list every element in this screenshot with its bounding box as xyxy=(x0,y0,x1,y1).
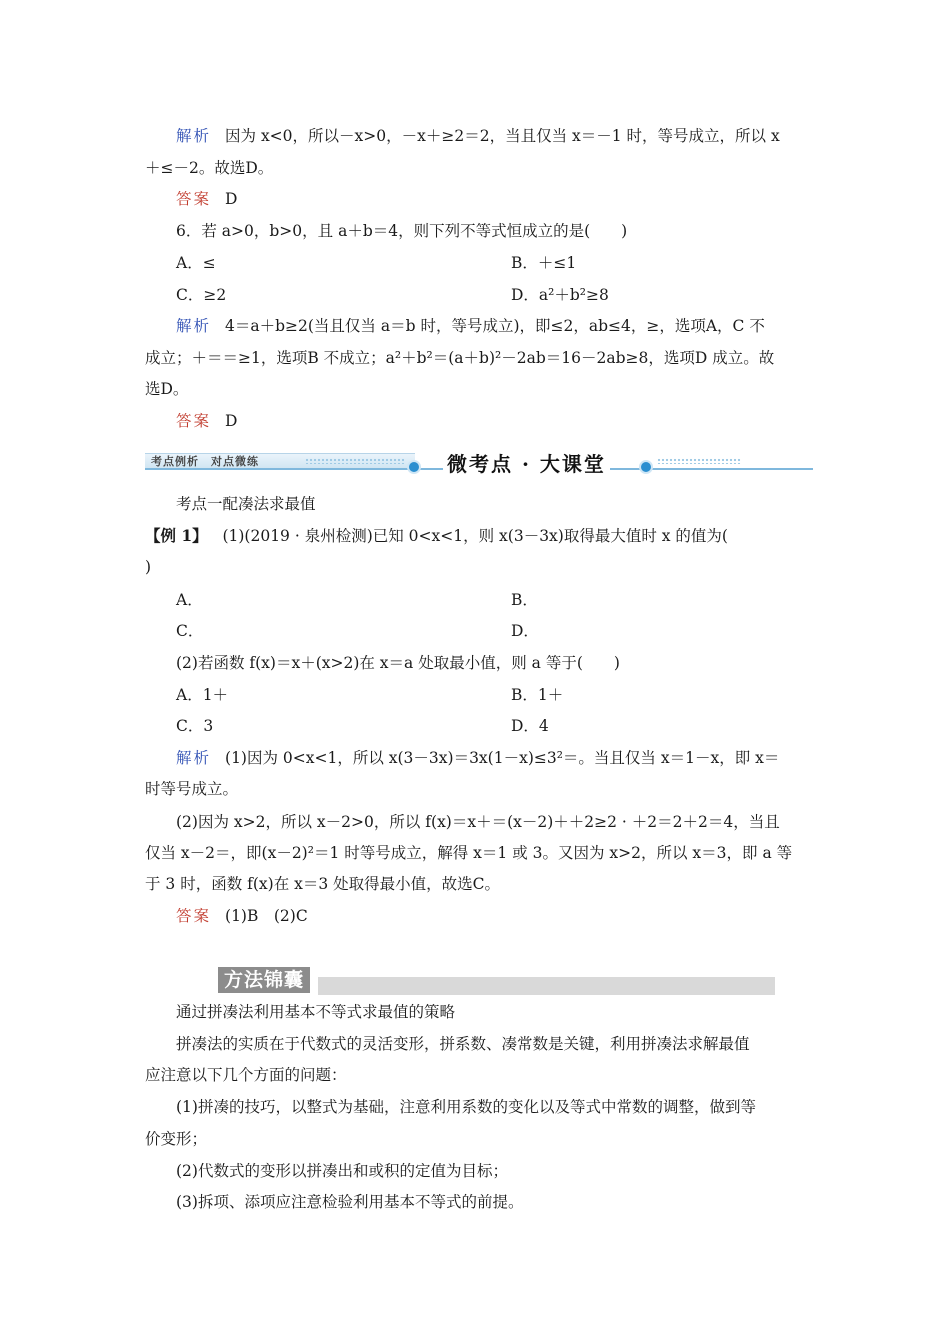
solution-line xyxy=(176,126,780,146)
option-a: A．1＋ xyxy=(176,686,229,704)
jiexi-label: 解析 xyxy=(176,127,212,145)
answer-value: D xyxy=(225,190,238,208)
answer-value: (1)B (2)C xyxy=(225,907,308,925)
option-d: D． xyxy=(511,622,539,640)
method-line: 拼凑法的实质在于代数式的灵活变形，拼系数、凑常数是关键，利用拼凑法求解最值 xyxy=(176,1035,750,1053)
jiexi-label: 解析 xyxy=(176,317,212,335)
option-a: A．≤ xyxy=(176,254,216,272)
answer-value: D xyxy=(225,412,238,430)
option-c: C． xyxy=(176,622,204,640)
method-banner xyxy=(218,967,775,995)
question-6: 6．若 a>0，b>0，且 a＋b＝4，则下列不等式恒成立的是( ) xyxy=(176,222,628,240)
option-d: D．4 xyxy=(511,717,549,735)
method-line: 价变形； xyxy=(145,1130,208,1148)
answer-line xyxy=(176,906,308,926)
banner-title: 微考点 · 大课堂 xyxy=(443,450,610,478)
answer-line xyxy=(176,189,237,209)
option-c: C．3 xyxy=(176,717,214,735)
topic-heading: 考点一配凑法求最值 xyxy=(176,495,316,513)
example-line: ) xyxy=(145,558,152,576)
method-line: (2)代数式的变形以拼凑出和或积的定值为目标； xyxy=(176,1162,508,1180)
solution-line: (2)因为 x>2，所以 x－2>0，所以 f(x)＝x＋＝(x－2)＋＋2≥2 · ＋2＝2＋2＝4，当且 xyxy=(176,813,780,831)
method-banner-label: 方法锦囊 xyxy=(218,967,310,993)
solution-line xyxy=(176,748,779,768)
solution-line: 选D。 xyxy=(145,380,189,398)
method-banner-bar xyxy=(318,977,775,995)
method-title: 通过拼凑法利用基本不等式求最值的策略 xyxy=(176,1003,456,1021)
solution-line: 时等号成立。 xyxy=(145,780,239,798)
option-a: A． xyxy=(176,591,203,609)
solution-line: ＋≤－2。故选D。 xyxy=(145,159,274,177)
banner-ball-icon xyxy=(407,460,421,474)
method-line: (3)拆项、添项应注意检验利用基本不等式的前提。 xyxy=(176,1193,524,1211)
option-b: B． xyxy=(511,591,538,609)
example-line xyxy=(145,526,728,546)
daan-label: 答案 xyxy=(176,412,212,430)
option-d: D．a²＋b²≥8 xyxy=(511,286,609,304)
solution-line: 于 3 时，函数 f(x)在 x＝3 处取得最小值，故选C。 xyxy=(145,875,501,893)
answer-line xyxy=(176,411,237,431)
option-c: C．≥2 xyxy=(176,286,227,304)
example-line: (2)若函数 f(x)＝x＋(x>2)在 x＝a 处取最小值，则 a 等于( ) xyxy=(176,654,620,672)
solution-text: 4＝a＋b≥2(当且仅当 a＝b 时，等号成立)，即≤2，ab≤4，≥，选项A，C 不 xyxy=(225,317,765,335)
option-b: B．＋≤1 xyxy=(511,254,577,272)
banner-ball-icon xyxy=(639,460,653,474)
solution-text: 因为 x<0，所以－x>0，－x＋≥2＝2，当且仅当 x＝－1 时，等号成立，所以 x xyxy=(225,127,780,145)
daan-label: 答案 xyxy=(176,907,212,925)
section-banner xyxy=(145,448,813,482)
solution-line: 仅当 x－2＝，即(x－2)²＝1 时等号成立，解得 x＝1 或 3。又因为 x>2，所以 x＝3，即 a 等 xyxy=(145,844,793,862)
method-line: (1)拼凑的技巧，以整式为基础，注意利用系数的变化以及等式中常数的调整，做到等 xyxy=(176,1098,756,1116)
daan-label: 答案 xyxy=(176,190,212,208)
banner-dots xyxy=(305,458,405,464)
banner-dots xyxy=(657,458,741,464)
banner-left-text: 考点例析 对点微练 xyxy=(151,455,259,468)
solution-line: 成立；＋＝＝≥1，选项B 不成立；a²＋b²＝(a＋b)²－2ab＝16－2ab≥8，选项D 成立。故 xyxy=(145,349,775,367)
example-text: (1)(2019 · 泉州检测)已知 0<x<1，则 x(3－3x)取得最大值时 x 的值为( xyxy=(222,527,728,545)
jiexi-label: 解析 xyxy=(176,749,212,767)
example-label: 【例 1】 xyxy=(145,526,208,545)
method-line: 应注意以下几个方面的问题： xyxy=(145,1066,347,1084)
solution-line xyxy=(176,316,765,336)
solution-text: (1)因为 0<x<1，所以 x(3－3x)＝3x(1－x)≤3²＝。当且仅当 x＝1－x，即 x＝ xyxy=(225,749,780,767)
option-b: B．1＋ xyxy=(511,686,564,704)
